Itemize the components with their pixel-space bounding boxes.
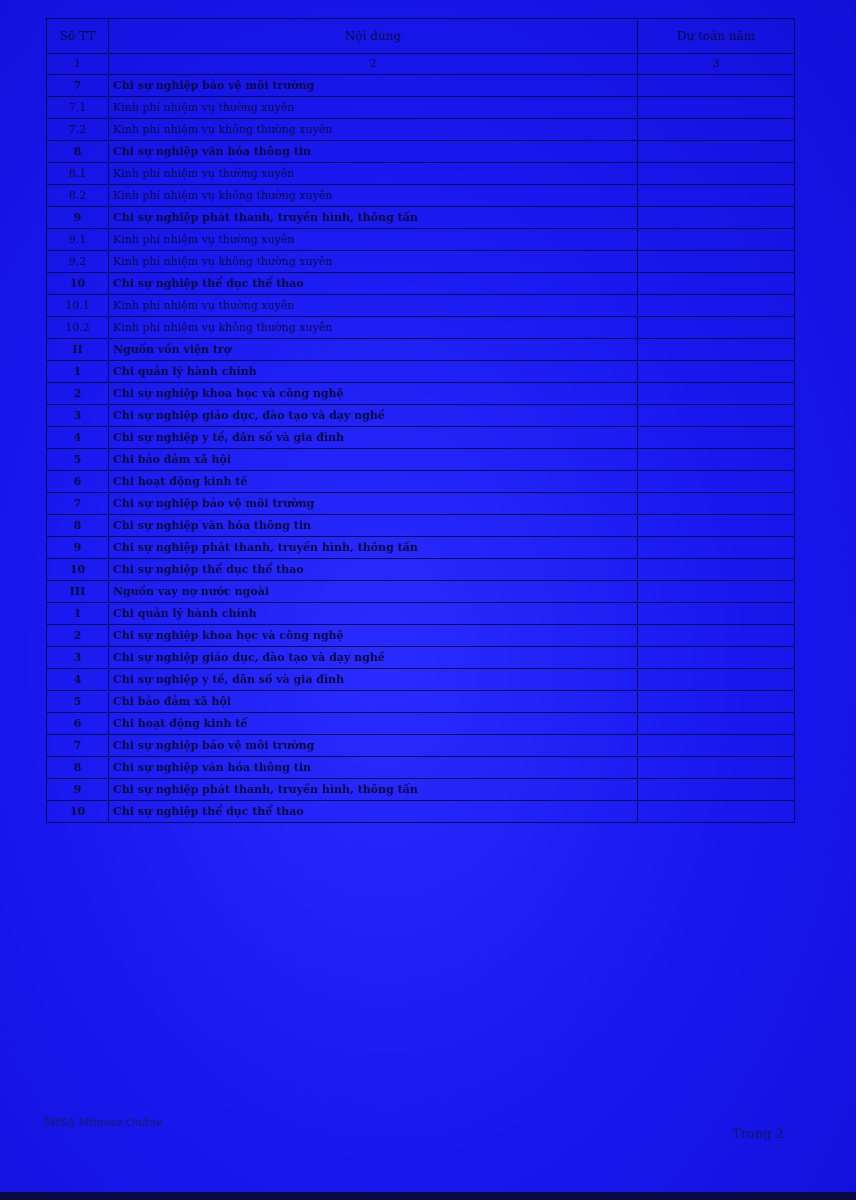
row-estimate (638, 207, 795, 229)
index-cell: 2 (109, 54, 638, 75)
row-number: 5 (47, 449, 109, 471)
table-row (47, 757, 795, 779)
row-estimate (638, 515, 795, 537)
table-row (47, 581, 795, 603)
row-number: 2 (47, 383, 109, 405)
row-content: Chi sự nghiệp y tế, dân số và gia đình (109, 427, 638, 449)
table-row (47, 251, 795, 273)
row-content: Chi hoạt động kinh tế (109, 471, 638, 493)
table-row (47, 493, 795, 515)
table-row (47, 97, 795, 119)
row-estimate (638, 339, 795, 361)
row-content: Chi sự nghiệp văn hóa thông tin (109, 757, 638, 779)
row-number: 8 (47, 141, 109, 163)
table-row (47, 669, 795, 691)
row-estimate (638, 471, 795, 493)
row-number: 8.1 (47, 163, 109, 185)
software-label: MISA Mimosa Online (44, 1116, 163, 1129)
table-row (47, 185, 795, 207)
row-content: Chi sự nghiệp khoa học và công nghệ (109, 625, 638, 647)
row-estimate (638, 229, 795, 251)
row-estimate (638, 185, 795, 207)
table-row (47, 427, 795, 449)
row-content: Kinh phí nhiệm vụ thường xuyên (109, 97, 638, 119)
row-number: 10 (47, 801, 109, 823)
row-content: Kinh phí nhiệm vụ không thường xuyên (109, 119, 638, 141)
row-estimate (638, 493, 795, 515)
table-row (47, 141, 795, 163)
row-content: Chi sự nghiệp bảo vệ môi trường (109, 493, 638, 515)
row-content: Chi sự nghiệp bảo vệ môi trường (109, 735, 638, 757)
row-number: III (47, 581, 109, 603)
row-number: 7.1 (47, 97, 109, 119)
row-content: Chi quản lý hành chính (109, 361, 638, 383)
table-row (47, 779, 795, 801)
row-number: 1 (47, 361, 109, 383)
row-number: 7 (47, 493, 109, 515)
row-estimate (638, 317, 795, 339)
row-content: Nguồn vốn viện trợ (109, 339, 638, 361)
table-row (47, 647, 795, 669)
row-content: Nguồn vay nợ nước ngoài (109, 581, 638, 603)
row-estimate (638, 713, 795, 735)
row-number: 10 (47, 559, 109, 581)
row-number: 8 (47, 515, 109, 537)
row-number: 10.1 (47, 295, 109, 317)
table-row (47, 559, 795, 581)
row-estimate (638, 383, 795, 405)
row-content: Kinh phí nhiệm vụ thường xuyên (109, 229, 638, 251)
index-cell: 3 (638, 54, 795, 75)
row-content: Chi sự nghiệp thể dục thể thao (109, 801, 638, 823)
table-row (47, 383, 795, 405)
row-number: 5 (47, 691, 109, 713)
table-row (47, 801, 795, 823)
table-row (47, 405, 795, 427)
header-row (47, 19, 795, 54)
row-number: 9 (47, 207, 109, 229)
table-row (47, 361, 795, 383)
row-content: Chi sự nghiệp phát thanh, truyền hình, thông tấn (109, 207, 638, 229)
row-number: 3 (47, 405, 109, 427)
row-content: Chi sự nghiệp thể dục thể thao (109, 559, 638, 581)
row-estimate (638, 361, 795, 383)
row-number: 1 (47, 603, 109, 625)
row-content: Chi sự nghiệp văn hóa thông tin (109, 515, 638, 537)
row-number: 7.2 (47, 119, 109, 141)
row-content: Chi sự nghiệp văn hóa thông tin (109, 141, 638, 163)
row-content: Kinh phí nhiệm vụ thường xuyên (109, 295, 638, 317)
row-estimate (638, 779, 795, 801)
table-body (47, 75, 795, 823)
row-content: Chi bảo đảm xã hội (109, 449, 638, 471)
row-estimate (638, 427, 795, 449)
table-row (47, 295, 795, 317)
row-number: 9.2 (47, 251, 109, 273)
table-row (47, 75, 795, 97)
table-row (47, 119, 795, 141)
page-bottom-edge (0, 1192, 856, 1200)
row-content: Chi sự nghiệp phát thanh, truyền hình, thông tấn (109, 779, 638, 801)
row-content: Chi sự nghiệp bảo vệ môi trường (109, 75, 638, 97)
table-row (47, 537, 795, 559)
row-estimate (638, 405, 795, 427)
row-estimate (638, 647, 795, 669)
row-number: 6 (47, 471, 109, 493)
table-row (47, 625, 795, 647)
table-row (47, 691, 795, 713)
table-row (47, 229, 795, 251)
table-row (47, 471, 795, 493)
budget-table (46, 18, 795, 823)
table-row (47, 339, 795, 361)
table-row (47, 273, 795, 295)
table-row (47, 317, 795, 339)
row-number: 2 (47, 625, 109, 647)
row-number: 9 (47, 537, 109, 559)
row-estimate (638, 559, 795, 581)
row-estimate (638, 581, 795, 603)
row-content: Kinh phí nhiệm vụ không thường xuyên (109, 317, 638, 339)
row-estimate (638, 801, 795, 823)
row-content: Chi sự nghiệp y tế, dân số và gia đình (109, 669, 638, 691)
header-stt: Số TT (47, 19, 109, 54)
row-content: Chi sự nghiệp giáo dục, đào tạo và dạy nghề (109, 647, 638, 669)
row-content: Chi sự nghiệp thể dục thể thao (109, 273, 638, 295)
row-number: 9.1 (47, 229, 109, 251)
row-number: 8 (47, 757, 109, 779)
column-index-row (47, 54, 795, 75)
row-number: 4 (47, 427, 109, 449)
row-estimate (638, 735, 795, 757)
row-estimate (638, 141, 795, 163)
row-estimate (638, 757, 795, 779)
row-number: 10.2 (47, 317, 109, 339)
row-estimate (638, 295, 795, 317)
row-content: Chi quản lý hành chính (109, 603, 638, 625)
row-estimate (638, 449, 795, 471)
table-row (47, 735, 795, 757)
row-content: Chi sự nghiệp giáo dục, đào tạo và dạy nghề (109, 405, 638, 427)
row-estimate (638, 163, 795, 185)
row-estimate (638, 251, 795, 273)
row-estimate (638, 537, 795, 559)
row-estimate (638, 273, 795, 295)
row-content: Chi sự nghiệp phát thanh, truyền hình, thông tấn (109, 537, 638, 559)
table-row (47, 713, 795, 735)
row-content: Chi hoạt động kinh tế (109, 713, 638, 735)
row-content: Kinh phí nhiệm vụ thường xuyên (109, 163, 638, 185)
page-number: Trang 2 (732, 1127, 784, 1142)
table-row (47, 449, 795, 471)
table-row (47, 515, 795, 537)
row-estimate (638, 603, 795, 625)
table-row (47, 603, 795, 625)
row-content: Kinh phí nhiệm vụ không thường xuyên (109, 185, 638, 207)
row-number: 6 (47, 713, 109, 735)
row-estimate (638, 97, 795, 119)
row-number: II (47, 339, 109, 361)
row-content: Chi sự nghiệp khoa học và công nghệ (109, 383, 638, 405)
row-estimate (638, 625, 795, 647)
index-cell: 1 (47, 54, 109, 75)
row-number: 8.2 (47, 185, 109, 207)
header-estimate: Dự toán năm (638, 19, 795, 54)
row-estimate (638, 119, 795, 141)
table-row (47, 163, 795, 185)
row-estimate (638, 691, 795, 713)
row-number: 10 (47, 273, 109, 295)
row-content: Chi bảo đảm xã hội (109, 691, 638, 713)
row-number: 9 (47, 779, 109, 801)
row-content: Kinh phí nhiệm vụ không thường xuyên (109, 251, 638, 273)
header-content: Nội dung (109, 19, 638, 54)
row-number: 7 (47, 75, 109, 97)
row-number: 7 (47, 735, 109, 757)
row-estimate (638, 669, 795, 691)
table-row (47, 207, 795, 229)
row-number: 4 (47, 669, 109, 691)
row-number: 3 (47, 647, 109, 669)
row-estimate (638, 75, 795, 97)
